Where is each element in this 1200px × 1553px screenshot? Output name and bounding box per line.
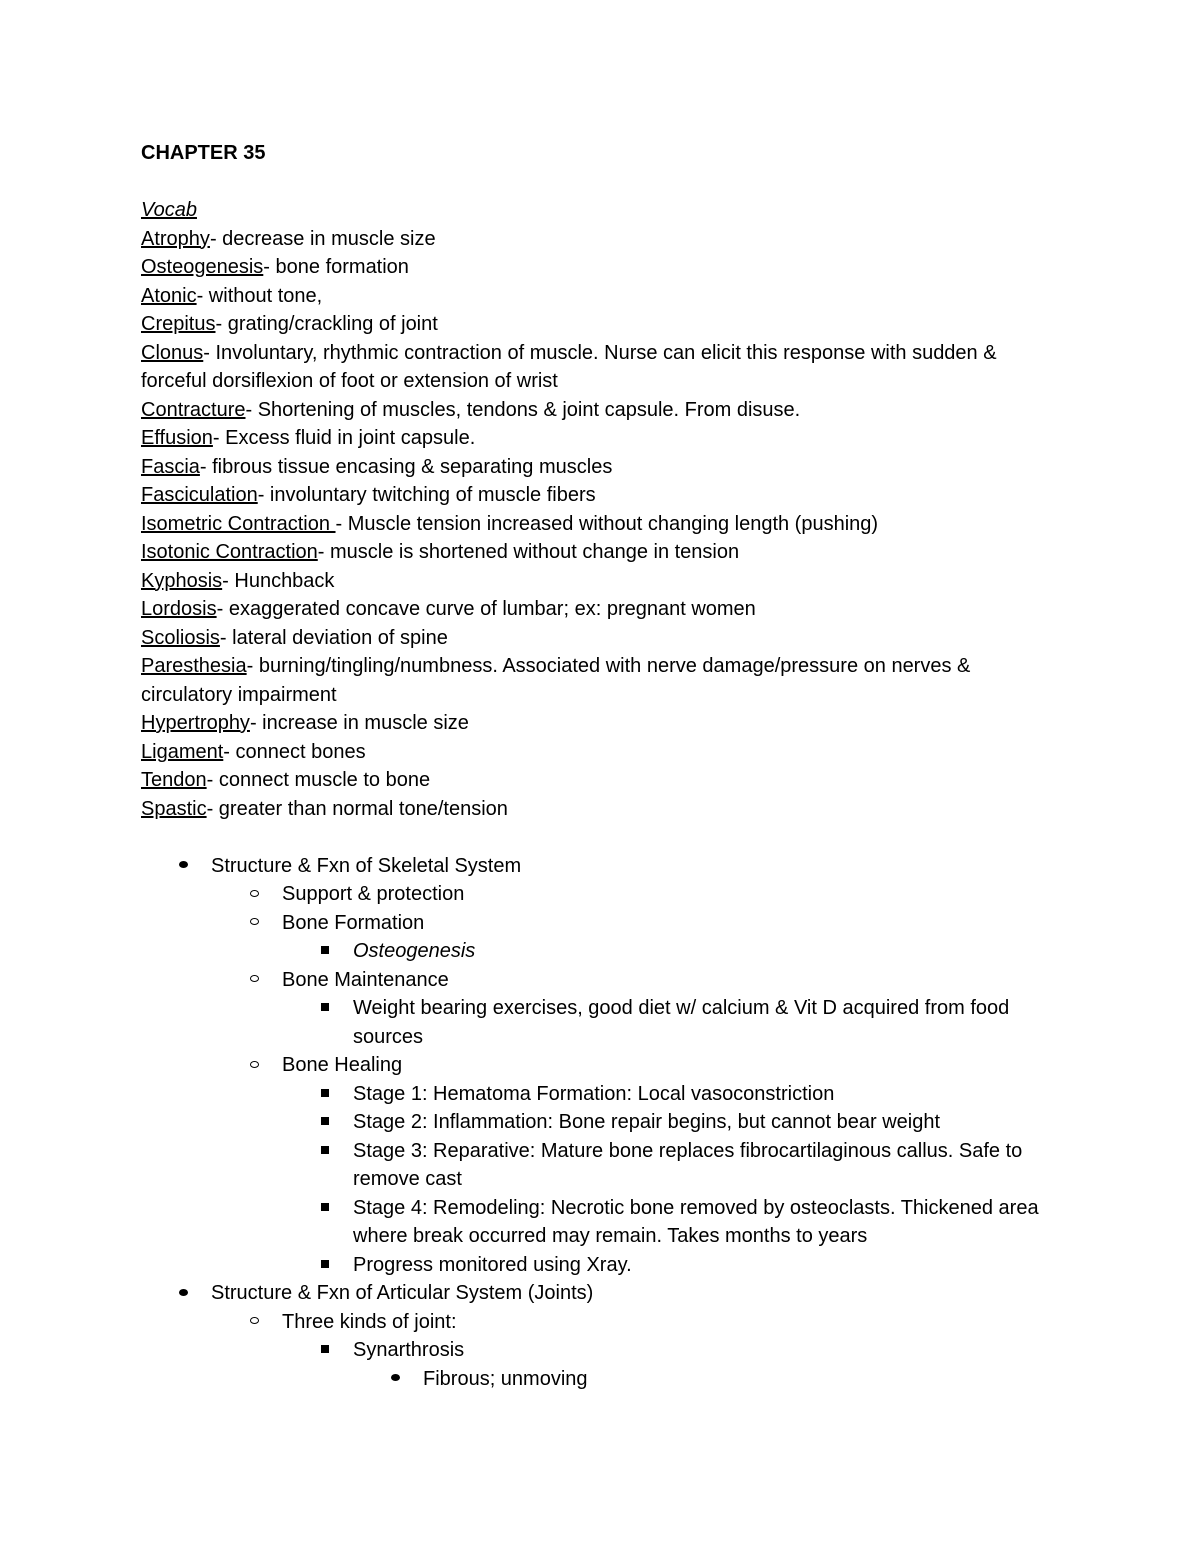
outline-level-3 — [141, 994, 1061, 1051]
vocab-term: Effusion — [141, 427, 213, 449]
vocab-item — [141, 595, 1061, 624]
outline-level-1 — [141, 1279, 1061, 1308]
outline-level-1 — [141, 852, 1061, 881]
list-item-text: Support & protection — [282, 883, 465, 905]
list-item — [141, 909, 1061, 938]
list-item — [141, 966, 1061, 995]
chapter-title: CHAPTER 35 — [141, 142, 266, 164]
list-item-text: Bone Formation — [282, 911, 425, 934]
list-item — [141, 937, 1061, 966]
vocab-item — [141, 253, 1061, 282]
list-item-text: Stage 1: Hematoma Formation: Local vasoconstriction — [353, 1082, 835, 1105]
bullet-square-icon — [317, 1251, 333, 1280]
vocab-term: Ligament — [141, 740, 224, 763]
bullet-dot-icon — [387, 1365, 403, 1394]
outline-level-2 — [141, 1051, 1061, 1080]
vocab-definition: - Involuntary, rhythmic contraction of muscle. Nurse can elicit this response with sudden & forceful dorsiflexion of foot or extension of wrist — [141, 341, 997, 392]
vocab-definition: - Shortening of muscles, tendons & joint capsule. From disuse. — [245, 398, 801, 421]
vocab-term: Fasciculation — [141, 484, 258, 506]
outline-level-3 — [141, 937, 1061, 966]
vocab-item — [141, 738, 1061, 767]
vocab-definition: - fibrous tissue encasing & separating muscles — [199, 455, 613, 478]
list-item — [141, 1080, 1061, 1109]
list-item — [141, 994, 1061, 1051]
list-item — [141, 1279, 1061, 1308]
vocab-item — [141, 481, 1061, 510]
bullet-square-icon — [317, 1336, 333, 1365]
bullet-circle-icon — [246, 1308, 262, 1337]
vocab-term: Atonic — [141, 284, 197, 307]
vocab-item — [141, 652, 1061, 709]
vocab-item — [141, 624, 1061, 653]
list-item-text: Bone Maintenance — [282, 968, 449, 991]
vocab-term: Lordosis — [141, 598, 217, 620]
vocab-term: Tendon — [141, 769, 207, 791]
vocab-item — [141, 567, 1061, 596]
list-item — [141, 852, 1061, 881]
document-page — [141, 139, 1061, 1393]
bullet-dot-icon — [175, 1279, 191, 1308]
vocab-item — [141, 538, 1061, 567]
vocab-term: Fascia — [141, 455, 200, 478]
vocab-term: Spastic — [141, 797, 207, 820]
vocab-definition: - lateral deviation of spine — [219, 626, 448, 649]
vocab-term: Contracture — [141, 398, 246, 421]
vocab-term: Crepitus — [141, 313, 216, 335]
list-item — [141, 1336, 1061, 1365]
spacer — [141, 168, 1061, 197]
vocab-item — [141, 339, 1061, 396]
list-item-text: Osteogenesis — [353, 940, 476, 962]
vocab-definition: - burning/tingling/numbness. Associated with nerve damage/pressure on nerves & circulatory impairment — [141, 655, 971, 706]
outline — [141, 852, 1061, 1394]
vocab-term: Scoliosis — [141, 626, 220, 649]
vocab-item — [141, 225, 1061, 254]
vocab-definition: - exaggerated concave curve of lumbar; ex: pregnant women — [216, 598, 756, 620]
vocab-term: Isotonic Contraction — [141, 541, 318, 563]
vocab-item — [141, 766, 1061, 795]
list-item — [141, 1365, 1061, 1394]
list-item — [141, 1137, 1061, 1194]
vocab-definition: - decrease in muscle size — [209, 227, 436, 250]
vocab-definition: - connect bones — [223, 740, 366, 763]
vocab-heading: Vocab — [141, 199, 197, 221]
vocab-definition: - bone formation — [263, 256, 409, 278]
bullet-square-icon — [317, 1080, 333, 1109]
vocab-list — [141, 225, 1061, 824]
bullet-square-icon — [317, 1194, 333, 1223]
bullet-square-icon — [317, 1137, 333, 1166]
vocab-item — [141, 453, 1061, 482]
vocab-term: Hypertrophy — [141, 712, 250, 734]
vocab-term: Clonus — [141, 341, 204, 364]
bullet-circle-icon — [246, 909, 262, 938]
spacer — [141, 823, 1061, 852]
list-item-text: Weight bearing exercises, good diet w/ calcium & Vit D acquired from food sources — [353, 997, 1010, 1048]
outline-level-3 — [141, 1080, 1061, 1280]
vocab-definition: - grating/crackling of joint — [215, 313, 438, 335]
list-item — [141, 1051, 1061, 1080]
list-item — [141, 1194, 1061, 1251]
vocab-term: Isometric Contraction — [141, 512, 336, 535]
outline-level-2 — [141, 966, 1061, 995]
bullet-square-icon — [317, 937, 333, 966]
bullet-dot-icon — [175, 852, 191, 881]
outline-level-4 — [141, 1365, 1061, 1394]
vocab-definition: - Excess fluid in joint capsule. — [212, 427, 476, 449]
bullet-circle-icon — [246, 880, 262, 909]
list-item — [141, 880, 1061, 909]
vocab-item — [141, 310, 1061, 339]
vocab-definition: - muscle is shortened without change in tension — [317, 541, 740, 563]
list-item-text: Progress monitored using Xray. — [353, 1253, 632, 1276]
list-item — [141, 1108, 1061, 1137]
list-item — [141, 1251, 1061, 1280]
outline-level-2 — [141, 1308, 1061, 1337]
vocab-definition: - connect muscle to bone — [206, 769, 431, 791]
outline-level-2 — [141, 880, 1061, 937]
outline-heading-articular: Structure & Fxn of Articular System (Joints) — [211, 1282, 594, 1304]
outline-level-3 — [141, 1336, 1061, 1365]
list-item-text: Stage 4: Remodeling: Necrotic bone removed by osteoclasts. Thickened area where break occurred may remain. Takes months to years — [353, 1196, 1039, 1247]
bullet-circle-icon — [246, 1051, 262, 1080]
bullet-square-icon — [317, 1108, 333, 1137]
vocab-item — [141, 709, 1061, 738]
vocab-definition: - involuntary twitching of muscle fibers — [257, 484, 596, 506]
vocab-definition: - Muscle tension increased without changing length (pushing) — [335, 512, 879, 535]
vocab-term: Atrophy — [141, 227, 210, 250]
vocab-term: Osteogenesis — [141, 256, 264, 278]
vocab-item — [141, 396, 1061, 425]
vocab-item — [141, 424, 1061, 453]
vocab-term: Paresthesia — [141, 655, 247, 677]
list-item — [141, 1308, 1061, 1337]
vocab-item — [141, 282, 1061, 311]
list-item-text: Synarthrosis — [353, 1339, 465, 1361]
list-item-text: Fibrous; unmoving — [423, 1367, 588, 1390]
vocab-term: Kyphosis — [141, 569, 223, 592]
list-item-text: Three kinds of joint: — [282, 1310, 457, 1333]
vocab-definition: - Hunchback — [222, 569, 335, 592]
list-item-text: Stage 2: Inflammation: Bone repair begins, but cannot bear weight — [353, 1111, 941, 1133]
outline-heading-skeletal: Structure & Fxn of Skeletal System — [211, 854, 522, 877]
vocab-definition: - greater than normal tone/tension — [206, 797, 508, 820]
list-item-text: Bone Healing — [282, 1054, 403, 1076]
vocab-item — [141, 510, 1061, 539]
vocab-definition: - without tone, — [196, 284, 323, 307]
bullet-circle-icon — [246, 966, 262, 995]
vocab-item — [141, 795, 1061, 824]
list-item-text: Stage 3: Reparative: Mature bone replaces fibrocartilaginous callus. Safe to remove cast — [353, 1139, 1023, 1190]
vocab-definition: - increase in muscle size — [249, 712, 469, 734]
bullet-square-icon — [317, 994, 333, 1023]
